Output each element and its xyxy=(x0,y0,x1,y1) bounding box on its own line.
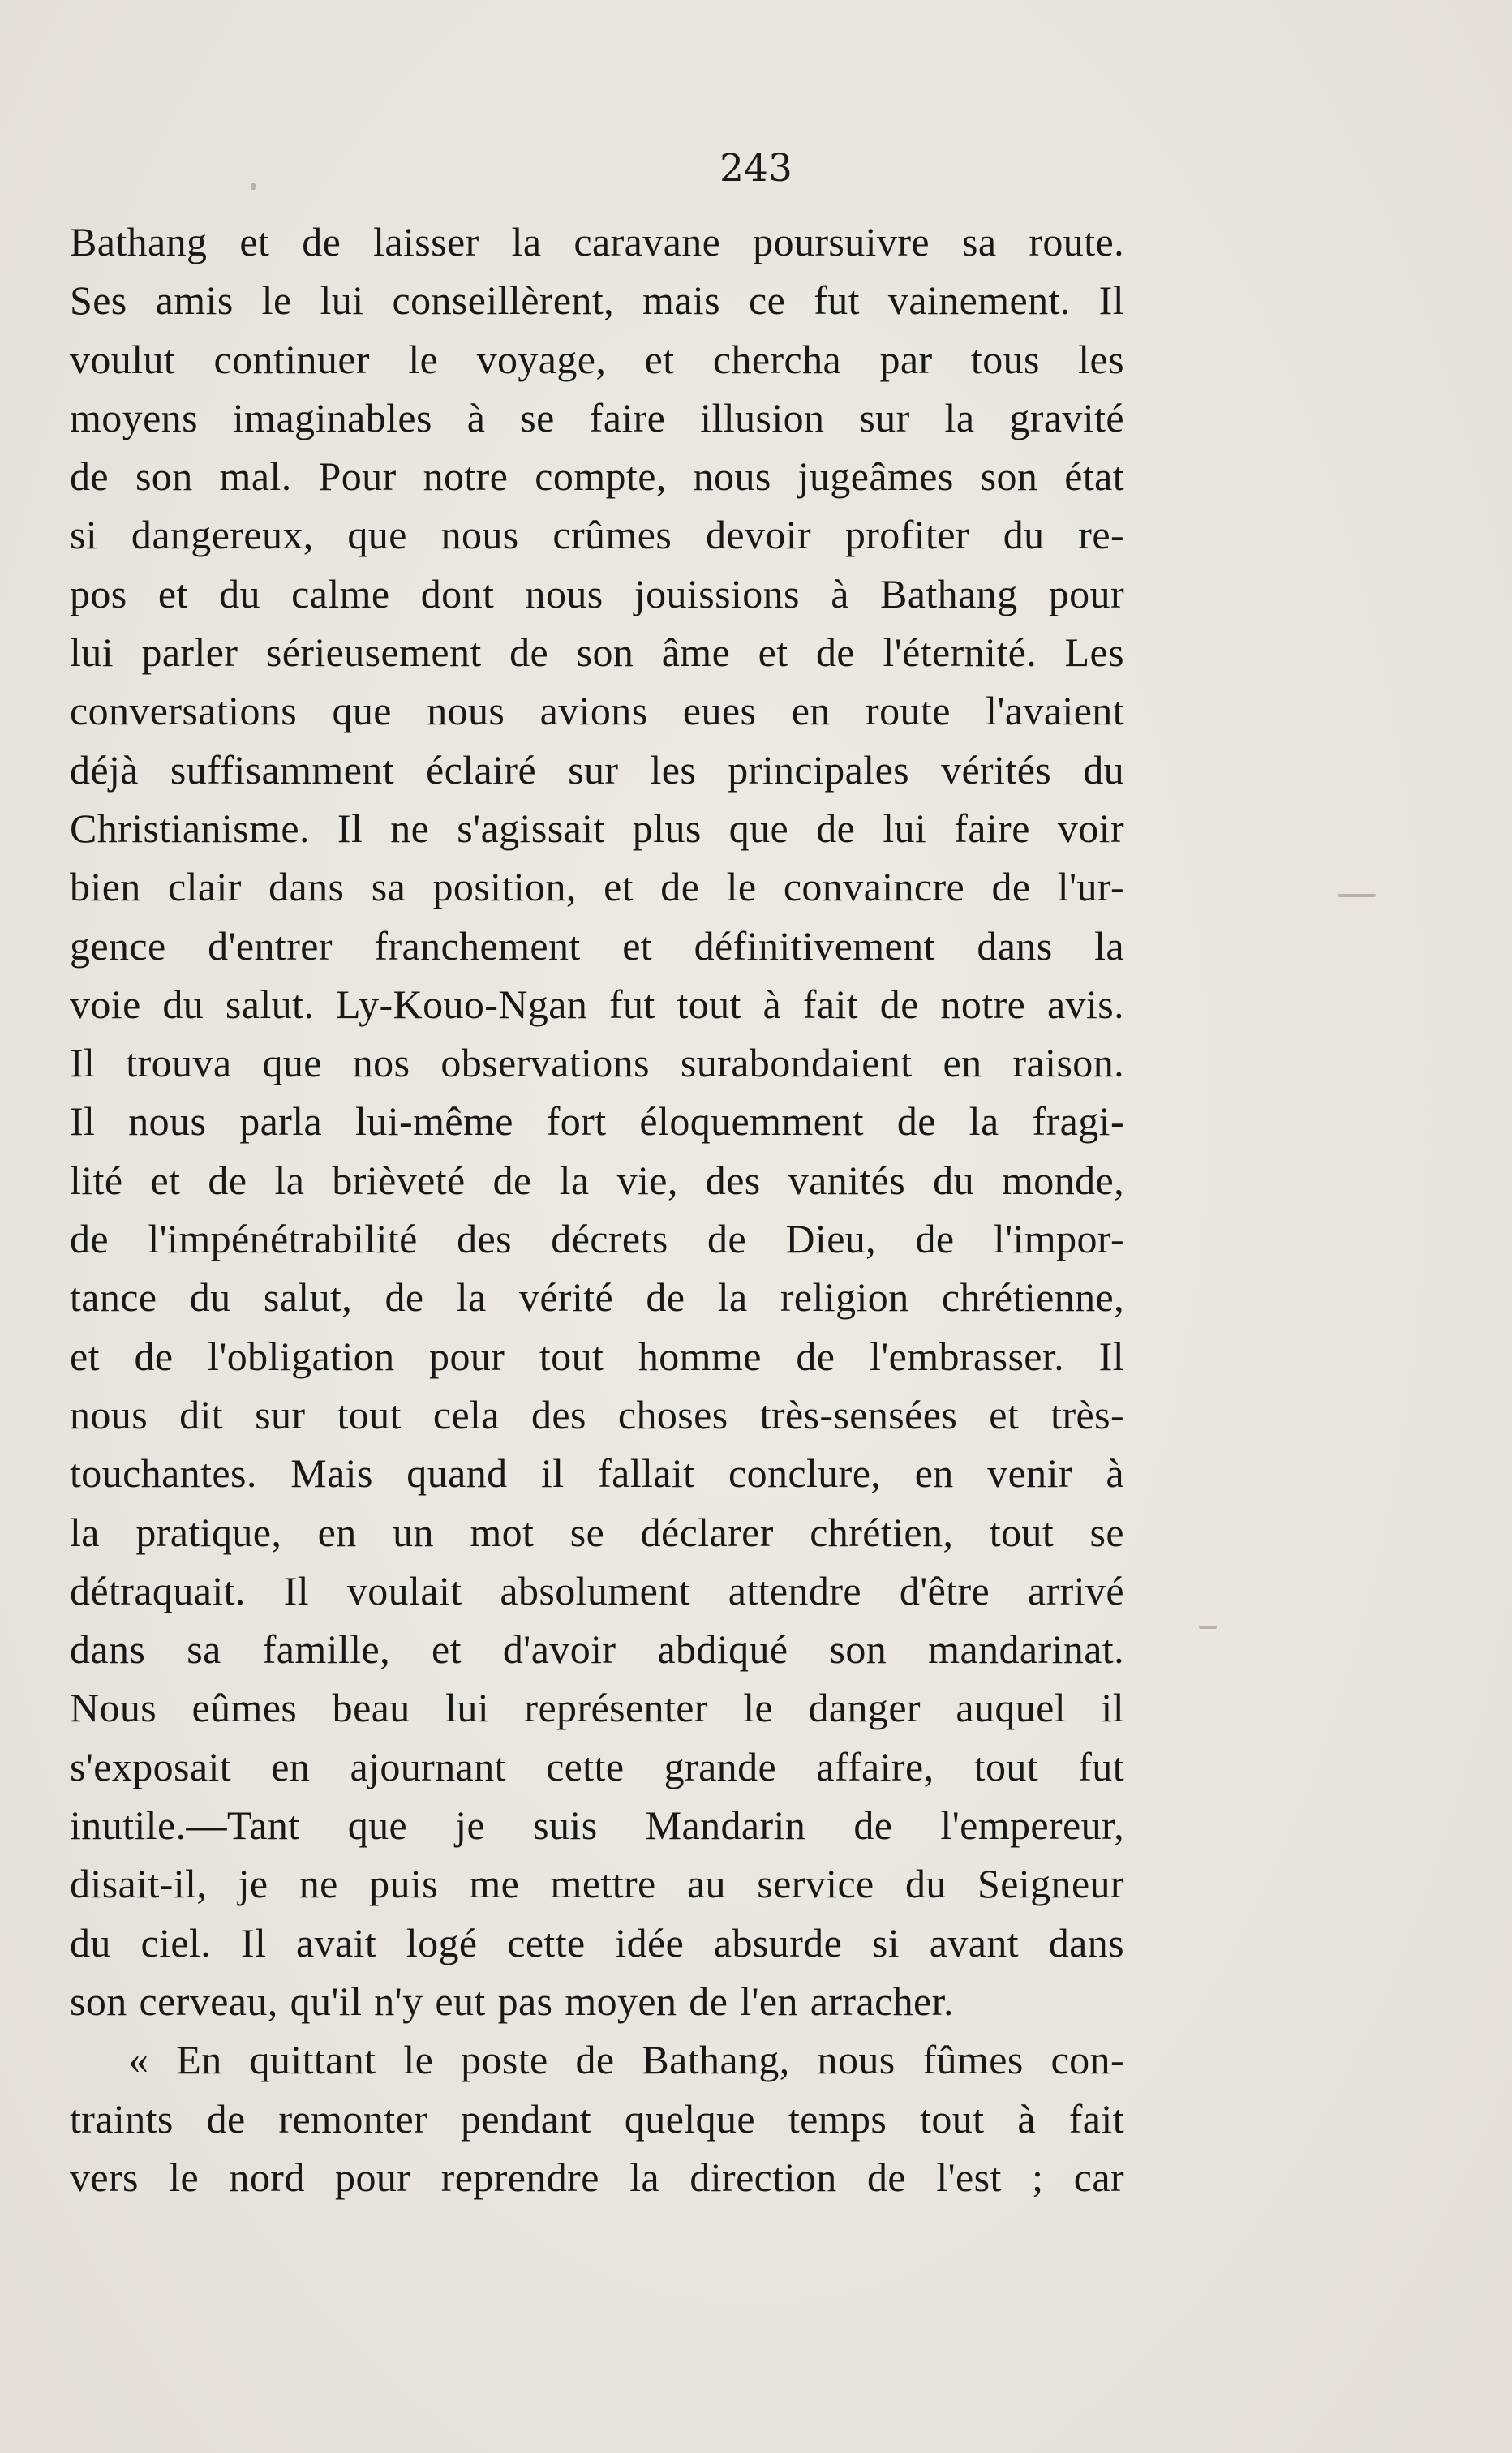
text-line: Ses amis le lui conseillèrent, mais ce fut vainement. Il xyxy=(70,277,1124,324)
text-line: Il nous parla lui-même fort éloquemment de la fragi- xyxy=(70,1098,1124,1145)
text-line: Bathang et de laisser la caravane poursuivre sa route. xyxy=(70,219,1124,264)
body-text xyxy=(70,213,1124,2206)
paper-mark xyxy=(1199,1626,1217,1629)
text-line: dans sa famille, et d'avoir abdiqué son mandarinat. xyxy=(70,1626,1124,1673)
text-line: traints de remonter pendant quelque temps tout à fait xyxy=(70,2095,1124,2142)
text-line: du ciel. Il avait logé cette idée absurde si avant dans xyxy=(70,1919,1124,1965)
text-line: lité et de la brièveté de la vie, des vanités du monde, xyxy=(70,1157,1124,1203)
text-line: la pratique, en un mot se déclarer chrétien, tout se xyxy=(70,1509,1124,1555)
text-line: son cerveau, qu'il n'y eut pas moyen de l'en arracher. xyxy=(70,1978,954,2024)
text-line: lui parler sérieusement de son âme et de l'éternité. Les xyxy=(70,629,1124,676)
page-number: 243 xyxy=(719,146,793,191)
text-line: si dangereux, que nous crûmes devoir profiter du re- xyxy=(70,512,1124,558)
text-line: s'exposait en ajournant cette grande affaire, tout fut xyxy=(70,1743,1124,1789)
text-line: Christianisme. Il ne s'agissait plus que de lui faire voir xyxy=(70,805,1124,851)
paper-mark xyxy=(1338,894,1376,897)
text-line: tance du salut, de la vérité de la religion chrétienne, xyxy=(70,1274,1124,1321)
text-line: inutile.—Tant que je suis Mandarin de l'empereur, xyxy=(70,1802,1124,1849)
text-line: bien clair dans sa position, et de le convaincre de l'ur- xyxy=(70,864,1124,910)
text-line: pos et du calme dont nous jouissions à Bathang pour xyxy=(70,570,1124,616)
paper-mark xyxy=(251,183,256,190)
text-line: gence d'entrer franchement et définitivement dans la xyxy=(70,922,1124,969)
text-line: vers le nord pour reprendre la direction de l'est ; car xyxy=(70,2154,1124,2200)
text-line: détraquait. Il voulait absolument attendre d'être arrivé xyxy=(70,1567,1124,1613)
text-line: Nous eûmes beau lui représenter le danger auquel il xyxy=(70,1685,1124,1731)
text-line: voie du salut. Ly-Kouo-Ngan fut tout à fait de notre avis. xyxy=(70,981,1124,1027)
text-line: déjà suffisamment éclairé sur les principales vérités du xyxy=(70,746,1124,793)
text-line: nous dit sur tout cela des choses très-sensées et très- xyxy=(70,1391,1124,1437)
text-line: Il trouva que nos observations surabondaient en raison. xyxy=(70,1040,1124,1086)
text-line: de son mal. Pour notre compte, nous jugeâmes son état xyxy=(70,453,1124,500)
text-line: conversations que nous avions eues en route l'avaient xyxy=(70,688,1124,734)
text-line: moyens imaginables à se faire illusion sur la gravité xyxy=(70,394,1124,440)
text-line: de l'impénétrabilité des décrets de Dieu, de l'impor- xyxy=(70,1216,1124,1262)
text-line: touchantes. Mais quand il fallait conclure, en venir à xyxy=(70,1450,1124,1497)
text-line: voulut continuer le voyage, et chercha par tous les xyxy=(70,336,1124,382)
text-line: disait-il, je ne puis me mettre au service du Seigneur xyxy=(70,1861,1124,1907)
text-line: et de l'obligation pour tout homme de l'embrasser. Il xyxy=(70,1333,1124,1379)
text-line: « En quittant le poste de Bathang, nous fûmes con- xyxy=(128,2037,1124,2083)
